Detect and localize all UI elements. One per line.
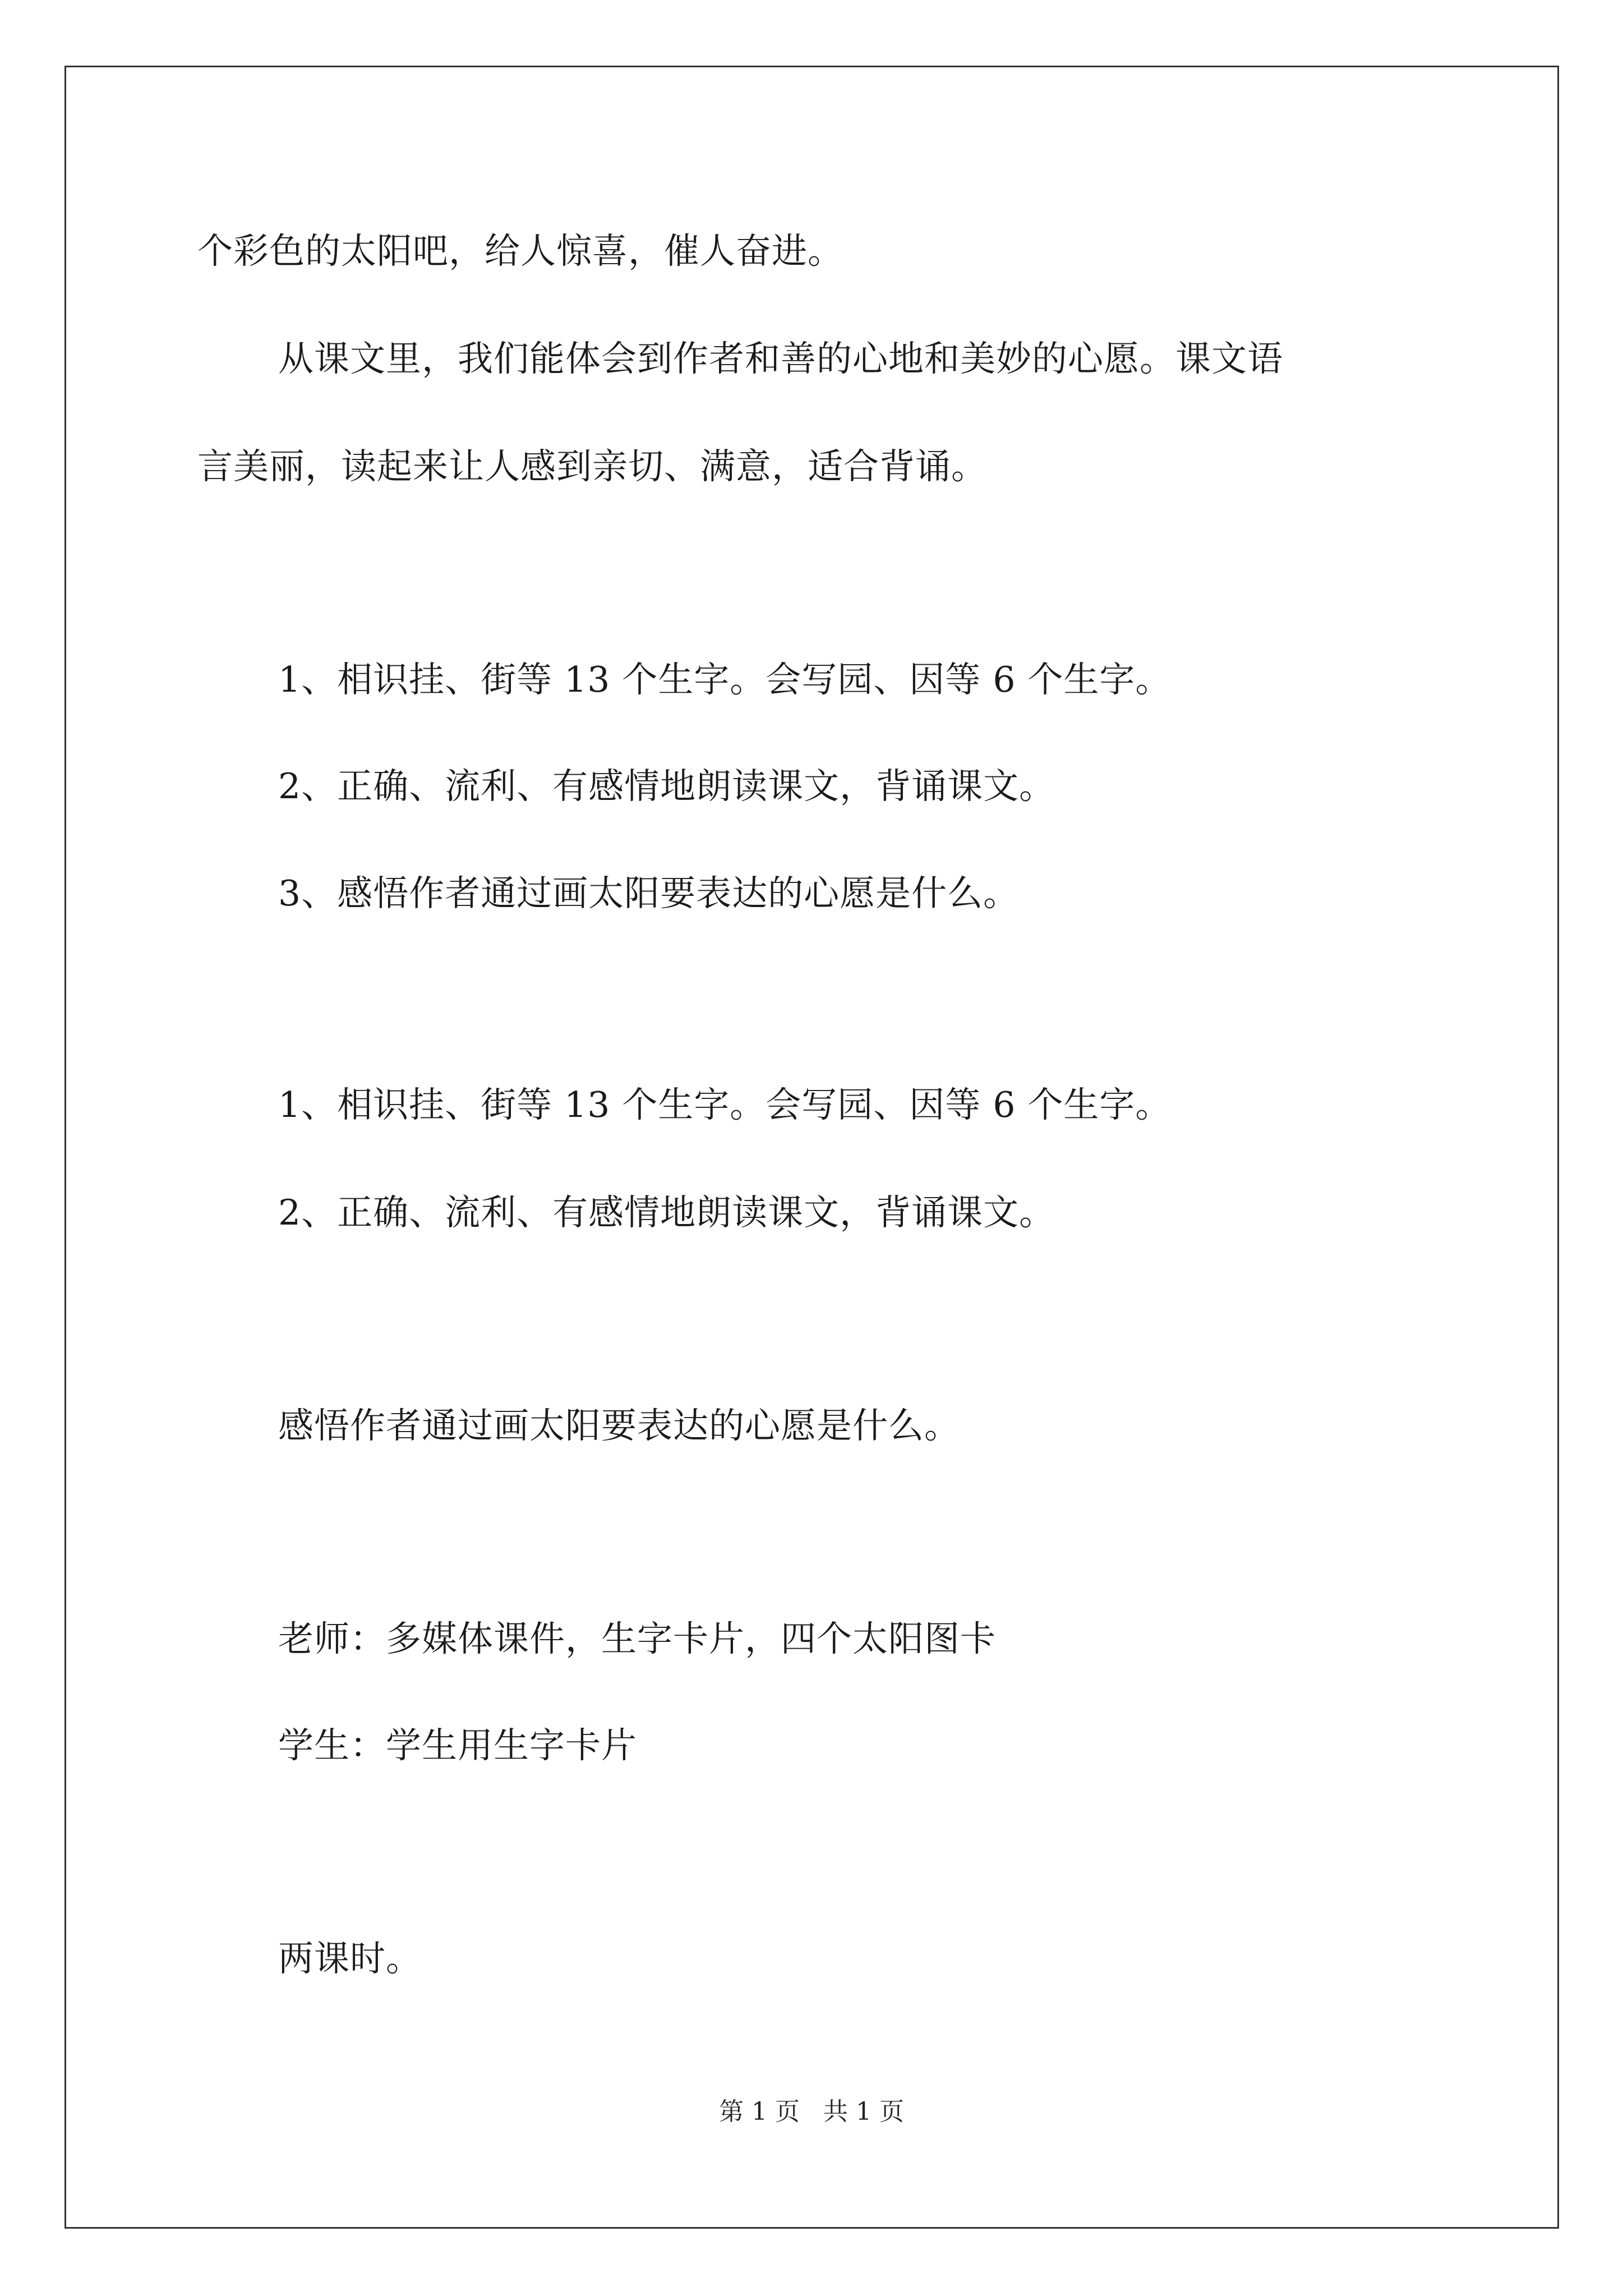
class-hours: 两课时。 [278, 1938, 422, 1979]
key-point-item: 1、相识挂、街等 13 个生字。会写园、因等 6 个生字。 [278, 1084, 1172, 1125]
page-border [64, 66, 1559, 2229]
paragraph-line: 个彩色的太阳吧，给人惊喜，催人奋进。 [197, 231, 843, 272]
student-preparation: 学生：学生用生字卡片 [278, 1725, 637, 1766]
key-point-item: 2、正确、流利、有感情地朗读课文，背诵课文。 [278, 1192, 1055, 1233]
page-footer: 第 1 页 共 1 页 [719, 2097, 904, 2126]
paragraph-line: 言美丽，读起来让人感到亲切、满意，适合背诵。 [197, 446, 987, 487]
paragraph-line: 从课文里，我们能体会到作者和善的心地和美妙的心愿。课文语 [278, 338, 1283, 379]
objective-item: 3、感悟作者通过画太阳要表达的心愿是什么。 [278, 873, 1020, 914]
objective-item: 2、正确、流利、有感情地朗读课文，背诵课文。 [278, 766, 1055, 807]
difficulty-text: 感悟作者通过画太阳要表达的心愿是什么。 [278, 1405, 960, 1446]
objective-item: 1、相识挂、街等 13 个生字。会写园、因等 6 个生字。 [278, 659, 1172, 700]
teacher-preparation: 老师：多媒体课件，生字卡片，四个太阳图卡 [278, 1618, 996, 1659]
